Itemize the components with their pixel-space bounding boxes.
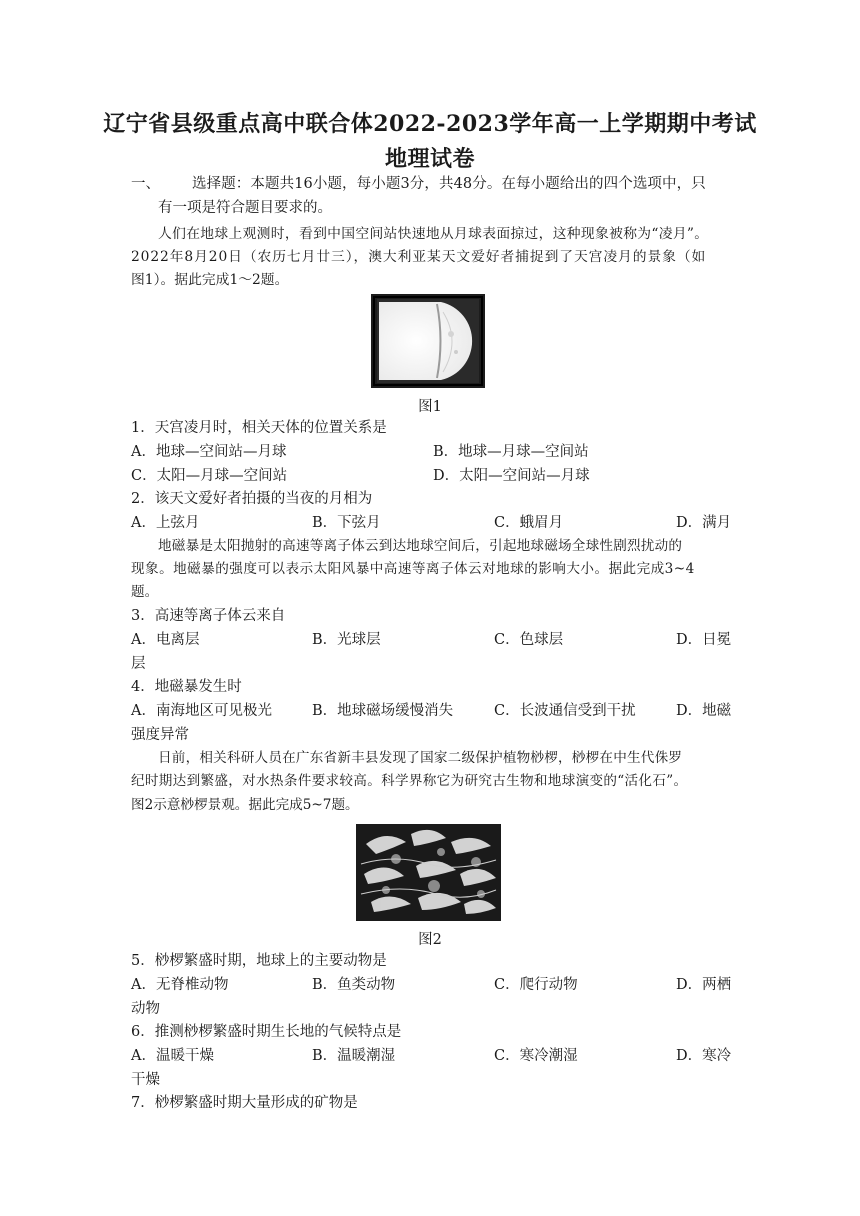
section-instruction-line1: 选择题：本题共16小题，每小题3分，共48分。在每小题给出的四个选项中，只	[192, 176, 706, 192]
q6-option-d-wrap: 干燥	[131, 1072, 160, 1088]
figure1-moon-transit-image	[371, 294, 485, 388]
q2-option-a: A．上弦月	[131, 515, 200, 531]
figure2-caption: 图2	[418, 932, 442, 948]
q5-stem: 5．桫椤繁盛时期，地球上的主要动物是	[131, 953, 387, 969]
figure1-caption: 图1	[418, 399, 442, 415]
section-instruction-line2: 有一项是符合题目要求的。	[158, 200, 332, 216]
q2-option-b: B．下弦月	[312, 515, 381, 531]
q1-option-c: C．太阳—月球—空间站	[131, 468, 288, 484]
passage2-line2: 现象。地磁暴的强度可以表示太阳风暴中高速等离子体云对地球的影响大小。据此完成3~4	[131, 561, 695, 577]
passage3-line3: 图2示意桫椤景观。据此完成5~7题。	[131, 797, 359, 813]
passage1-line2: 2022年8月20日（农历七月廿三），澳大利亚某天文爱好者捕捉到了天宫凌月的景象（如	[131, 249, 707, 265]
q2-option-c: C．蛾眉月	[494, 515, 564, 531]
q4-option-c: C．长波通信受到干扰	[494, 703, 636, 719]
q4-stem: 4．地磁暴发生时	[131, 679, 242, 695]
q5-option-b: B．鱼类动物	[312, 977, 396, 993]
passage3-line2: 纪时期达到繁盛，对水热条件要求较高。科学界称它为研究古生物和地球演变的“活化石”。	[131, 773, 688, 789]
q5-option-d-wrap: 动物	[131, 1001, 160, 1017]
q1-option-d: D．太阳—空间站—月球	[433, 468, 590, 484]
q1-stem: 1．天宫凌月时，相关天体的位置关系是	[131, 420, 387, 436]
q3-stem: 3．高速等离子体云来自	[131, 608, 286, 624]
figure2-tree-fern-image	[356, 824, 501, 921]
q3-option-a: A．电离层	[131, 632, 200, 648]
q7-stem: 7．桫椤繁盛时期大量形成的矿物是	[131, 1095, 358, 1111]
q4-option-d-wrap: 强度异常	[131, 727, 189, 743]
passage1-line1: 人们在地球上观测时，看到中国空间站快速地从月球表面掠过，这种现象被称为“凌月”。	[158, 226, 709, 242]
q6-option-d: D．寒冷	[676, 1048, 732, 1064]
passage2-line1: 地磁暴是太阳抛射的高速等离子体云到达地球空间后，引起地球磁场全球性剧烈扰动的	[158, 538, 683, 554]
q3-option-d: D．日冕	[676, 632, 732, 648]
q6-option-a: A．温暖干燥	[131, 1048, 214, 1064]
q3-option-d-wrap: 层	[131, 656, 146, 672]
q6-stem: 6．推测桫椤繁盛时期生长地的气候特点是	[131, 1024, 402, 1040]
exam-title-line2: 地理试卷	[384, 146, 475, 172]
passage1-line3: 图1）。据此完成1～2题。	[131, 272, 289, 288]
passage3-line1: 日前，相关科研人员在广东省新丰县发现了国家二级保护植物桫椤，桫椤在中生代侏罗	[158, 750, 683, 766]
q5-option-a: A．无脊椎动物	[131, 977, 229, 993]
q6-option-c: C．寒冷潮湿	[494, 1048, 578, 1064]
q4-option-a: A．南海地区可见极光	[131, 703, 272, 719]
q3-option-b: B．光球层	[312, 632, 381, 648]
q6-option-b: B．温暖潮湿	[312, 1048, 396, 1064]
q4-option-d: D．地磁	[676, 703, 732, 719]
q2-stem: 2．该天文爱好者拍摄的当夜的月相为	[131, 491, 373, 507]
q3-option-c: C．色球层	[494, 632, 564, 648]
q5-option-c: C．爬行动物	[494, 977, 578, 993]
section-number: 一、	[131, 176, 160, 192]
q5-option-d: D．两栖	[676, 977, 732, 993]
passage2-line3: 题。	[131, 584, 159, 600]
q4-option-b: B．地球磁场缓慢消失	[312, 703, 454, 719]
q1-option-a: A．地球—空间站—月球	[131, 444, 287, 460]
q2-option-d: D．满月	[676, 515, 732, 531]
exam-title-line1: 辽宁省县级重点高中联合体2022-2023学年高一上学期期中考试	[103, 111, 757, 137]
q1-option-b: B．地球—月球—空间站	[433, 444, 589, 460]
